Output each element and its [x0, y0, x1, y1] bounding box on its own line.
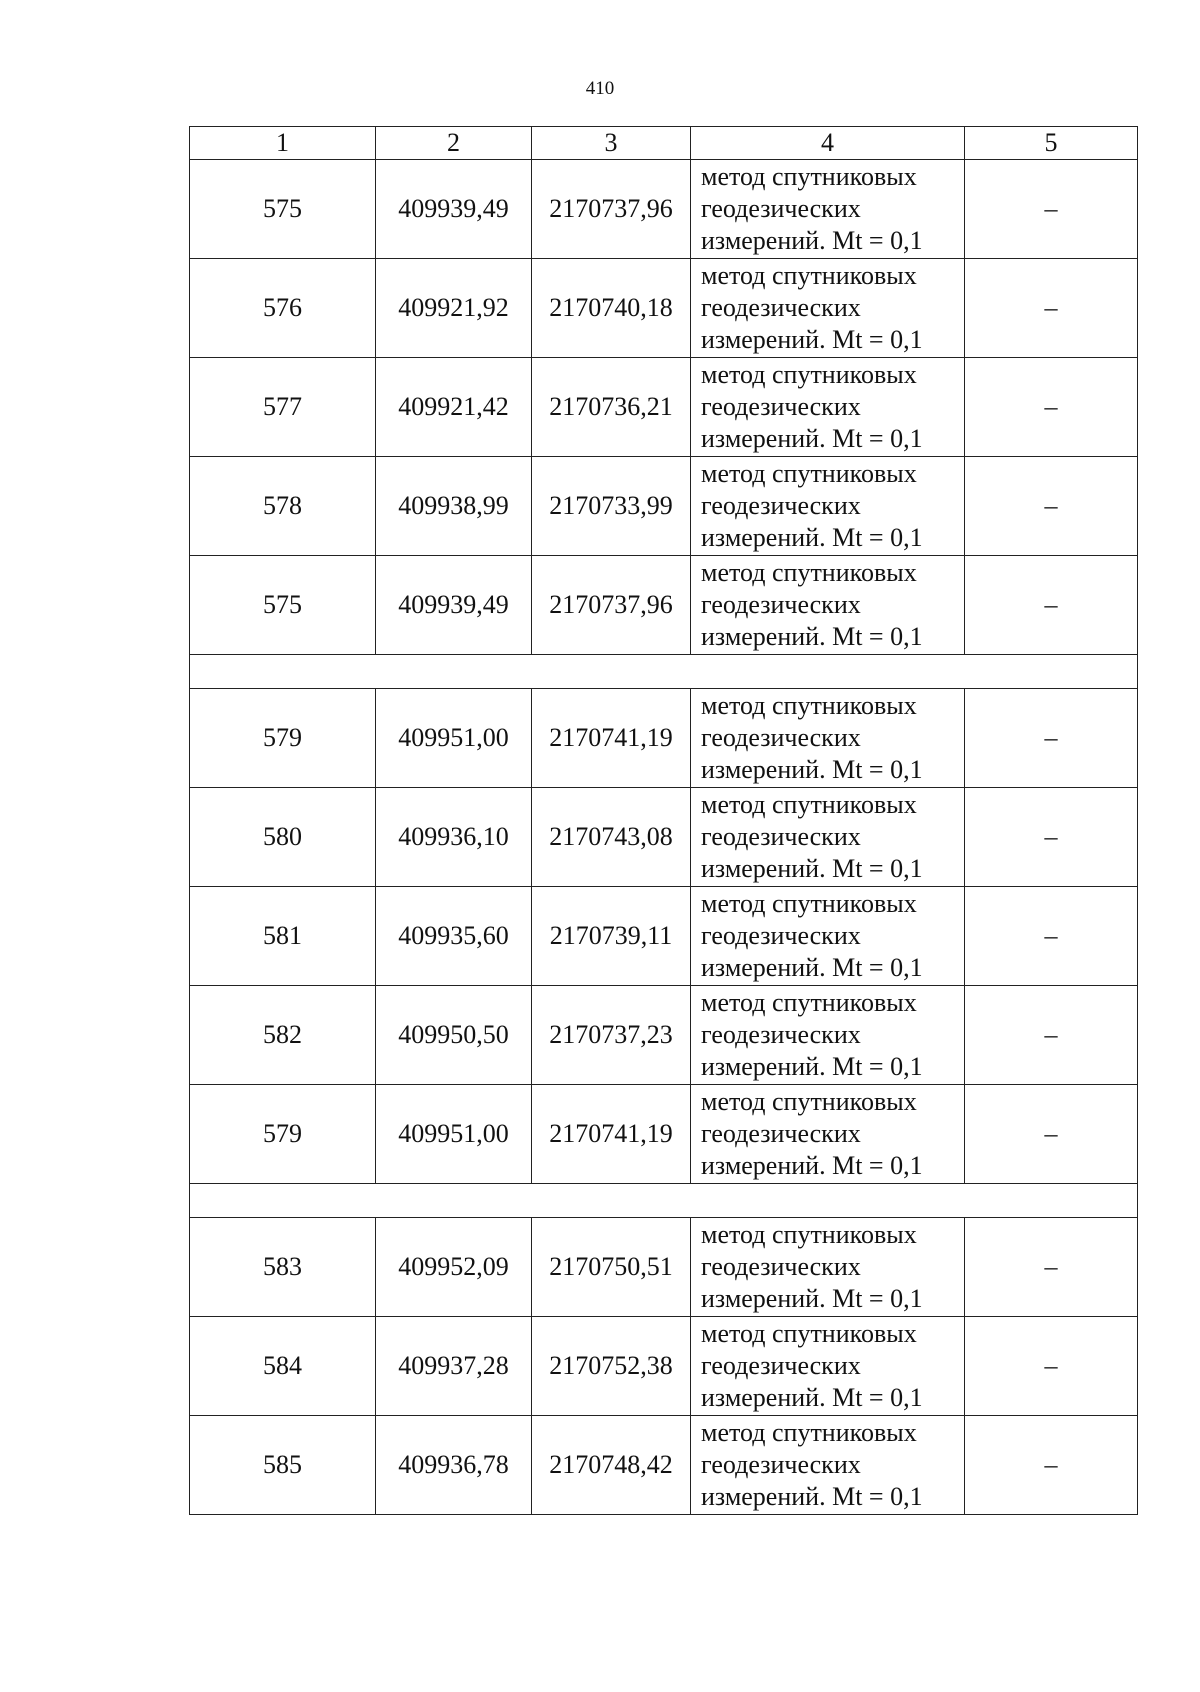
method-line: геодезических — [701, 491, 861, 520]
method-line: геодезических — [701, 293, 861, 322]
method-line: метод спутниковых — [701, 691, 917, 720]
table-header-row — [190, 127, 1138, 160]
note-cell: – — [965, 1085, 1138, 1184]
method-cell — [691, 358, 965, 457]
method-cell — [691, 457, 965, 556]
y-coordinate-cell: 2170737,23 — [532, 986, 691, 1085]
point-number-cell: 585 — [190, 1416, 376, 1515]
x-coordinate-cell: 409935,60 — [376, 887, 532, 986]
contour-separator-cell — [190, 1184, 1138, 1218]
x-coordinate-cell: 409939,49 — [376, 556, 532, 655]
method-line: метод спутниковых — [701, 558, 917, 587]
method-line: метод спутниковых — [701, 459, 917, 488]
y-coordinate-cell: 2170740,18 — [532, 259, 691, 358]
column-header-1: 1 — [190, 127, 376, 160]
method-line: геодезических — [701, 1119, 861, 1148]
note-cell: – — [965, 556, 1138, 655]
method-line: геодезических — [701, 1450, 861, 1479]
note-cell: – — [965, 358, 1138, 457]
table-row — [190, 887, 1138, 986]
note-cell: – — [965, 1416, 1138, 1515]
y-coordinate-cell: 2170736,21 — [532, 358, 691, 457]
table-row — [190, 160, 1138, 259]
method-line: измерений. Mt = 0,1 — [701, 854, 923, 883]
point-number-cell: 579 — [190, 689, 376, 788]
y-coordinate-cell: 2170741,19 — [532, 1085, 691, 1184]
method-cell — [691, 259, 965, 358]
method-line: метод спутниковых — [701, 360, 917, 389]
y-coordinate-cell: 2170752,38 — [532, 1317, 691, 1416]
point-number-cell: 583 — [190, 1218, 376, 1317]
table-row — [190, 689, 1138, 788]
y-coordinate-cell: 2170737,96 — [532, 556, 691, 655]
method-line: измерений. Mt = 0,1 — [701, 1052, 923, 1081]
note-cell: – — [965, 986, 1138, 1085]
page-number: 410 — [585, 78, 615, 99]
method-cell — [691, 986, 965, 1085]
point-number-cell: 577 — [190, 358, 376, 457]
method-line: метод спутниковых — [701, 790, 917, 819]
method-line: измерений. Mt = 0,1 — [701, 1383, 923, 1412]
method-line: метод спутниковых — [701, 162, 917, 191]
point-number-cell: 584 — [190, 1317, 376, 1416]
method-line: измерений. Mt = 0,1 — [701, 1151, 923, 1180]
method-line: геодезических — [701, 822, 861, 851]
method-line: метод спутниковых — [701, 889, 917, 918]
method-cell — [691, 689, 965, 788]
point-number-cell: 575 — [190, 556, 376, 655]
method-line: геодезических — [701, 194, 861, 223]
x-coordinate-cell: 409938,99 — [376, 457, 532, 556]
method-line: геодезических — [701, 723, 861, 752]
x-coordinate-cell: 409950,50 — [376, 986, 532, 1085]
method-cell — [691, 1416, 965, 1515]
x-coordinate-cell: 409951,00 — [376, 689, 532, 788]
method-line: геодезических — [701, 392, 861, 421]
note-cell: – — [965, 788, 1138, 887]
method-line: метод спутниковых — [701, 1220, 917, 1249]
table-body — [190, 160, 1138, 1515]
column-header-5: 5 — [965, 127, 1138, 160]
y-coordinate-cell: 2170743,08 — [532, 788, 691, 887]
note-cell: – — [965, 689, 1138, 788]
table-row — [190, 986, 1138, 1085]
column-header-2: 2 — [376, 127, 532, 160]
column-header-4: 4 — [691, 127, 965, 160]
method-line: измерений. Mt = 0,1 — [701, 424, 923, 453]
method-line: метод спутниковых — [701, 261, 917, 290]
method-line: метод спутниковых — [701, 1319, 917, 1348]
method-line: геодезических — [701, 1351, 861, 1380]
coordinates-table — [189, 126, 1138, 1515]
note-cell: – — [965, 457, 1138, 556]
method-cell — [691, 887, 965, 986]
x-coordinate-cell: 409936,10 — [376, 788, 532, 887]
table-row — [190, 1085, 1138, 1184]
table-row — [190, 358, 1138, 457]
method-line: метод спутниковых — [701, 988, 917, 1017]
table-row — [190, 1416, 1138, 1515]
x-coordinate-cell: 409939,49 — [376, 160, 532, 259]
method-line: измерений. Mt = 0,1 — [701, 325, 923, 354]
method-cell — [691, 1218, 965, 1317]
y-coordinate-cell: 2170739,11 — [532, 887, 691, 986]
method-line: геодезических — [701, 1252, 861, 1281]
table-row — [190, 259, 1138, 358]
point-number-cell: 579 — [190, 1085, 376, 1184]
point-number-cell: 580 — [190, 788, 376, 887]
note-cell: – — [965, 160, 1138, 259]
method-line: измерений. Mt = 0,1 — [701, 622, 923, 651]
note-cell: – — [965, 887, 1138, 986]
method-line: геодезических — [701, 921, 861, 950]
method-line: измерений. Mt = 0,1 — [701, 523, 923, 552]
x-coordinate-cell: 409951,00 — [376, 1085, 532, 1184]
method-cell — [691, 1317, 965, 1416]
method-cell — [691, 1085, 965, 1184]
method-line: геодезических — [701, 590, 861, 619]
note-cell: – — [965, 1218, 1138, 1317]
method-cell — [691, 788, 965, 887]
point-number-cell: 576 — [190, 259, 376, 358]
point-number-cell: 578 — [190, 457, 376, 556]
method-cell — [691, 556, 965, 655]
point-number-cell: 581 — [190, 887, 376, 986]
method-line: измерений. Mt = 0,1 — [701, 755, 923, 784]
method-line: измерений. Mt = 0,1 — [701, 226, 923, 255]
table-row — [190, 457, 1138, 556]
contour-separator-row — [190, 1184, 1138, 1218]
y-coordinate-cell: 2170737,96 — [532, 160, 691, 259]
point-number-cell: 582 — [190, 986, 376, 1085]
x-coordinate-cell: 409952,09 — [376, 1218, 532, 1317]
table-row — [190, 1317, 1138, 1416]
note-cell: – — [965, 1317, 1138, 1416]
y-coordinate-cell: 2170741,19 — [532, 689, 691, 788]
table-row — [190, 788, 1138, 887]
contour-separator-cell — [190, 655, 1138, 689]
y-coordinate-cell: 2170733,99 — [532, 457, 691, 556]
y-coordinate-cell: 2170748,42 — [532, 1416, 691, 1515]
table-row — [190, 1218, 1138, 1317]
column-header-3: 3 — [532, 127, 691, 160]
x-coordinate-cell: 409936,78 — [376, 1416, 532, 1515]
method-line: измерений. Mt = 0,1 — [701, 1284, 923, 1313]
table-row — [190, 556, 1138, 655]
x-coordinate-cell: 409937,28 — [376, 1317, 532, 1416]
contour-separator-row — [190, 655, 1138, 689]
method-line: метод спутниковых — [701, 1087, 917, 1116]
point-number-cell: 575 — [190, 160, 376, 259]
x-coordinate-cell: 409921,92 — [376, 259, 532, 358]
note-cell: – — [965, 259, 1138, 358]
method-line: измерений. Mt = 0,1 — [701, 953, 923, 982]
method-line: измерений. Mt = 0,1 — [701, 1482, 923, 1511]
method-line: метод спутниковых — [701, 1418, 917, 1447]
method-line: геодезических — [701, 1020, 861, 1049]
x-coordinate-cell: 409921,42 — [376, 358, 532, 457]
y-coordinate-cell: 2170750,51 — [532, 1218, 691, 1317]
method-cell — [691, 160, 965, 259]
